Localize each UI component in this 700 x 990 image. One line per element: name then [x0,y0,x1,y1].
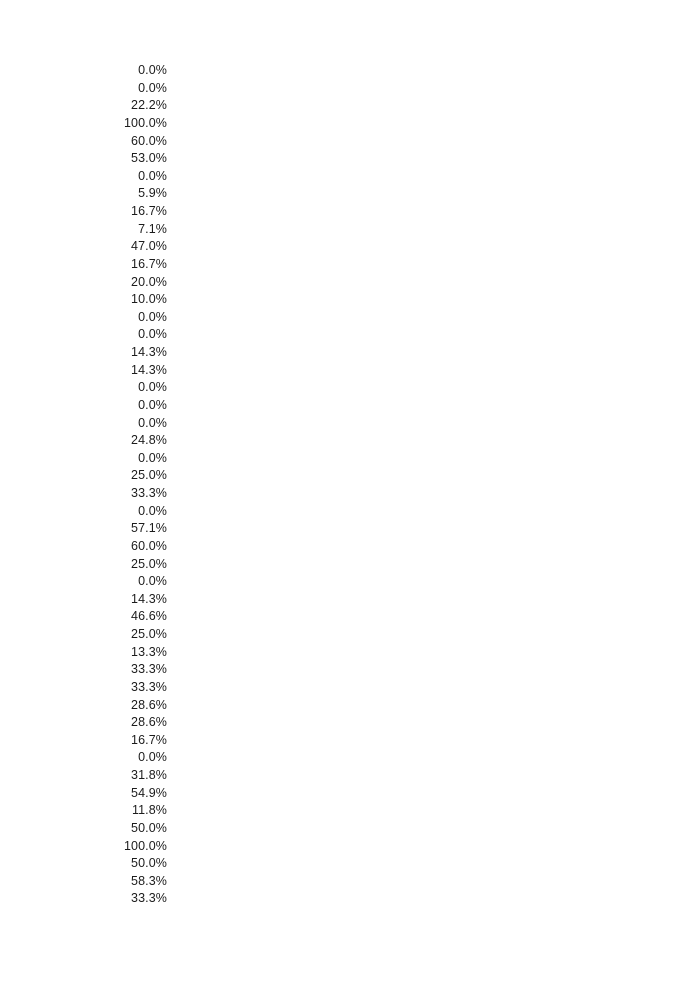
percentage-value: 33.3% [131,891,167,906]
percentage-value: 28.6% [131,697,167,712]
percentage-value: 60.0% [131,133,167,148]
percentage-value: 100.0% [124,115,167,130]
percentage-value: 100.0% [124,838,167,853]
percentage-value: 13.3% [131,644,167,659]
percentage-value: 11.8% [131,803,167,818]
percentage-value: 53.0% [131,151,167,166]
percentage-value: 33.3% [131,486,167,500]
percentage-value: 14.3% [131,591,167,606]
percentage-value: 0.0% [138,574,167,589]
percentage-value: 25.0% [131,468,167,483]
percentage-value: 0.0% [138,397,167,412]
percentage-value: 24.8% [131,433,167,448]
percentage-value: 10.0% [131,292,167,307]
percentage-value: 0.0% [138,503,167,518]
percentage-value: 0.0% [138,380,167,395]
percentage-value: 28.6% [131,715,167,730]
percentage-value: 5.9% [138,186,167,201]
percentage-value: 46.6% [131,609,167,624]
percentage-value: 33.3% [131,679,167,694]
percentage-value: 25.0% [131,627,167,641]
percentage-value: 0.0% [138,309,167,324]
percentage-value: 25.0% [131,556,167,571]
percentage-value: 50.0% [131,820,167,835]
percentage-value: 0.0% [138,80,167,95]
percentage-value: 58.3% [131,873,167,888]
percentage-value: 20.0% [131,274,167,289]
percentage-value: 50.0% [131,856,167,871]
percentage-value: 47.0% [131,239,167,254]
percentage-column [0,62,167,908]
percentage-value: 22.2% [131,98,167,113]
percentage-value: 0.0% [138,63,167,77]
percentage-value: 14.3% [131,345,167,359]
percentage-value: 33.3% [131,662,167,677]
percentage-value: 14.3% [131,362,167,377]
percentage-value: 0.0% [138,450,167,465]
percentage-value: 16.7% [131,732,167,747]
percentage-value: 0.0% [138,750,167,765]
percentage-value: 7.1% [138,221,167,236]
percentage-value: 0.0% [138,327,167,342]
percentage-value: 16.7% [131,204,167,218]
percentage-value: 57.1% [131,521,167,536]
percentage-value: 0.0% [138,415,167,430]
percentage-value: 60.0% [131,538,167,553]
percentage-value: 0.0% [138,168,167,183]
percentage-value: 31.8% [131,768,167,782]
percentage-value: 16.7% [131,256,167,271]
percentage-value: 54.9% [131,785,167,800]
